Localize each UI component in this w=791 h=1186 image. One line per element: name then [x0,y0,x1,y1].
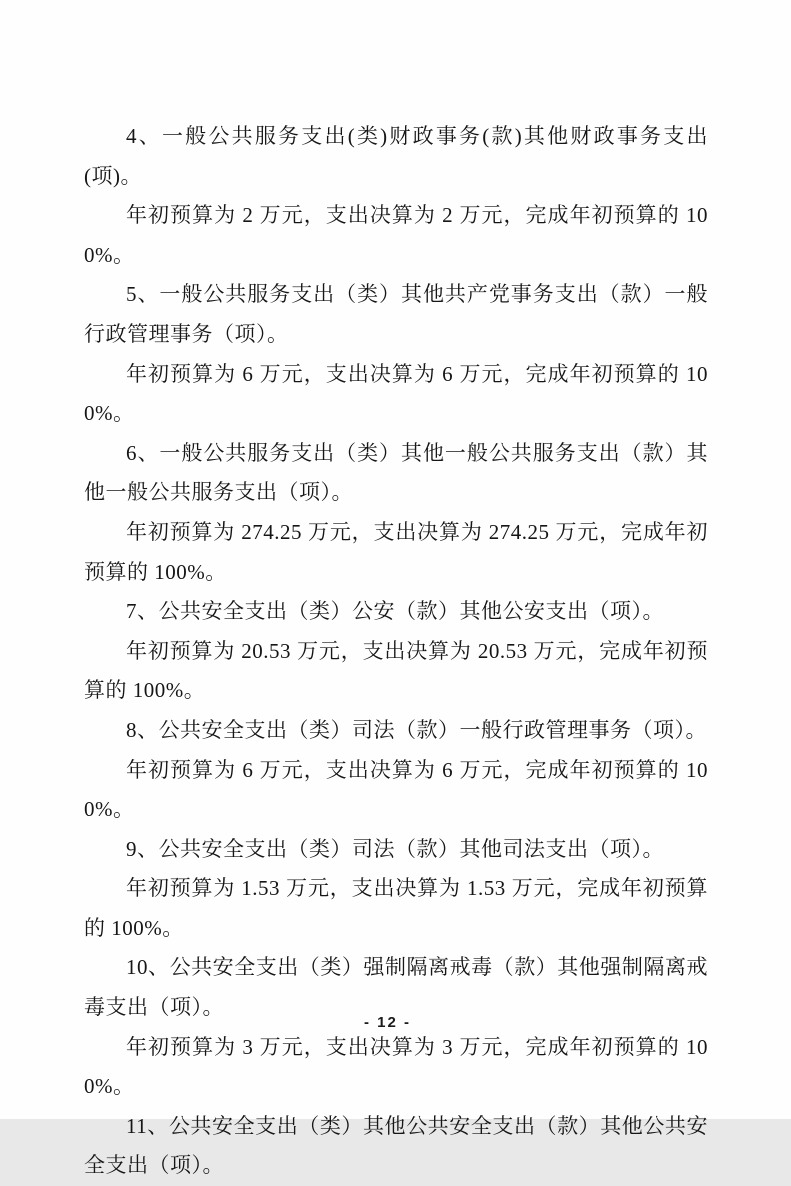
paragraph: 7、公共安全支出（类）公安（款）其他公安支出（项）。 [126,599,664,624]
paragraph: 年初预算为 20.53 万元，支出决算为 20.53 万元，完成年初预算的 100%。 [84,638,708,703]
paragraph: 11、公共安全支出（类）其他公共安全支出（款）其他公共安全支出（项）。 [84,1113,708,1178]
paragraph: 年初预算为 6 万元，支出决算为 6 万元，完成年初预算的 100%。 [84,361,708,426]
paragraph: 8、公共安全支出（类）司法（款）一般行政管理事务（项）。 [126,717,707,742]
page-number: - 12 - [363,1014,411,1031]
paragraph: 6、一般公共服务支出（类）其他一般公共服务支出（款）其他一般公共服务支出（项）。 [84,440,708,505]
paragraph: 年初预算为 3 万元，支出决算为 3 万元，完成年初预算的 100%。 [84,1034,708,1099]
paragraph: 5、一般公共服务支出（类）其他共产党事务支出（款）一般行政管理事务（项）。 [84,282,708,346]
paragraph: 9、公共安全支出（类）司法（款）其他司法支出（项）。 [126,836,664,861]
paragraph: 4、一般公共服务支出(类)财政事务(款)其他财政事务支出(项)。 [84,124,708,188]
paragraph: 年初预算为 274.25 万元，支出决算为 274.25 万元，完成年初预算的 100%。 [84,519,708,584]
paragraph: 年初预算为 2 万元，支出决算为 2 万元，完成年初预算的 100%。 [84,203,708,267]
paragraph: 年初预算为 6 万元，支出决算为 6 万元，完成年初预算的 100%。 [84,757,708,822]
paragraph: 年初预算为 1.53 万元，支出决算为 1.53 万元，完成年初预算的 100%。 [84,876,708,940]
paragraph: 10、公共安全支出（类）强制隔离戒毒（款）其他强制隔离戒毒支出（项）。 [84,955,708,1020]
